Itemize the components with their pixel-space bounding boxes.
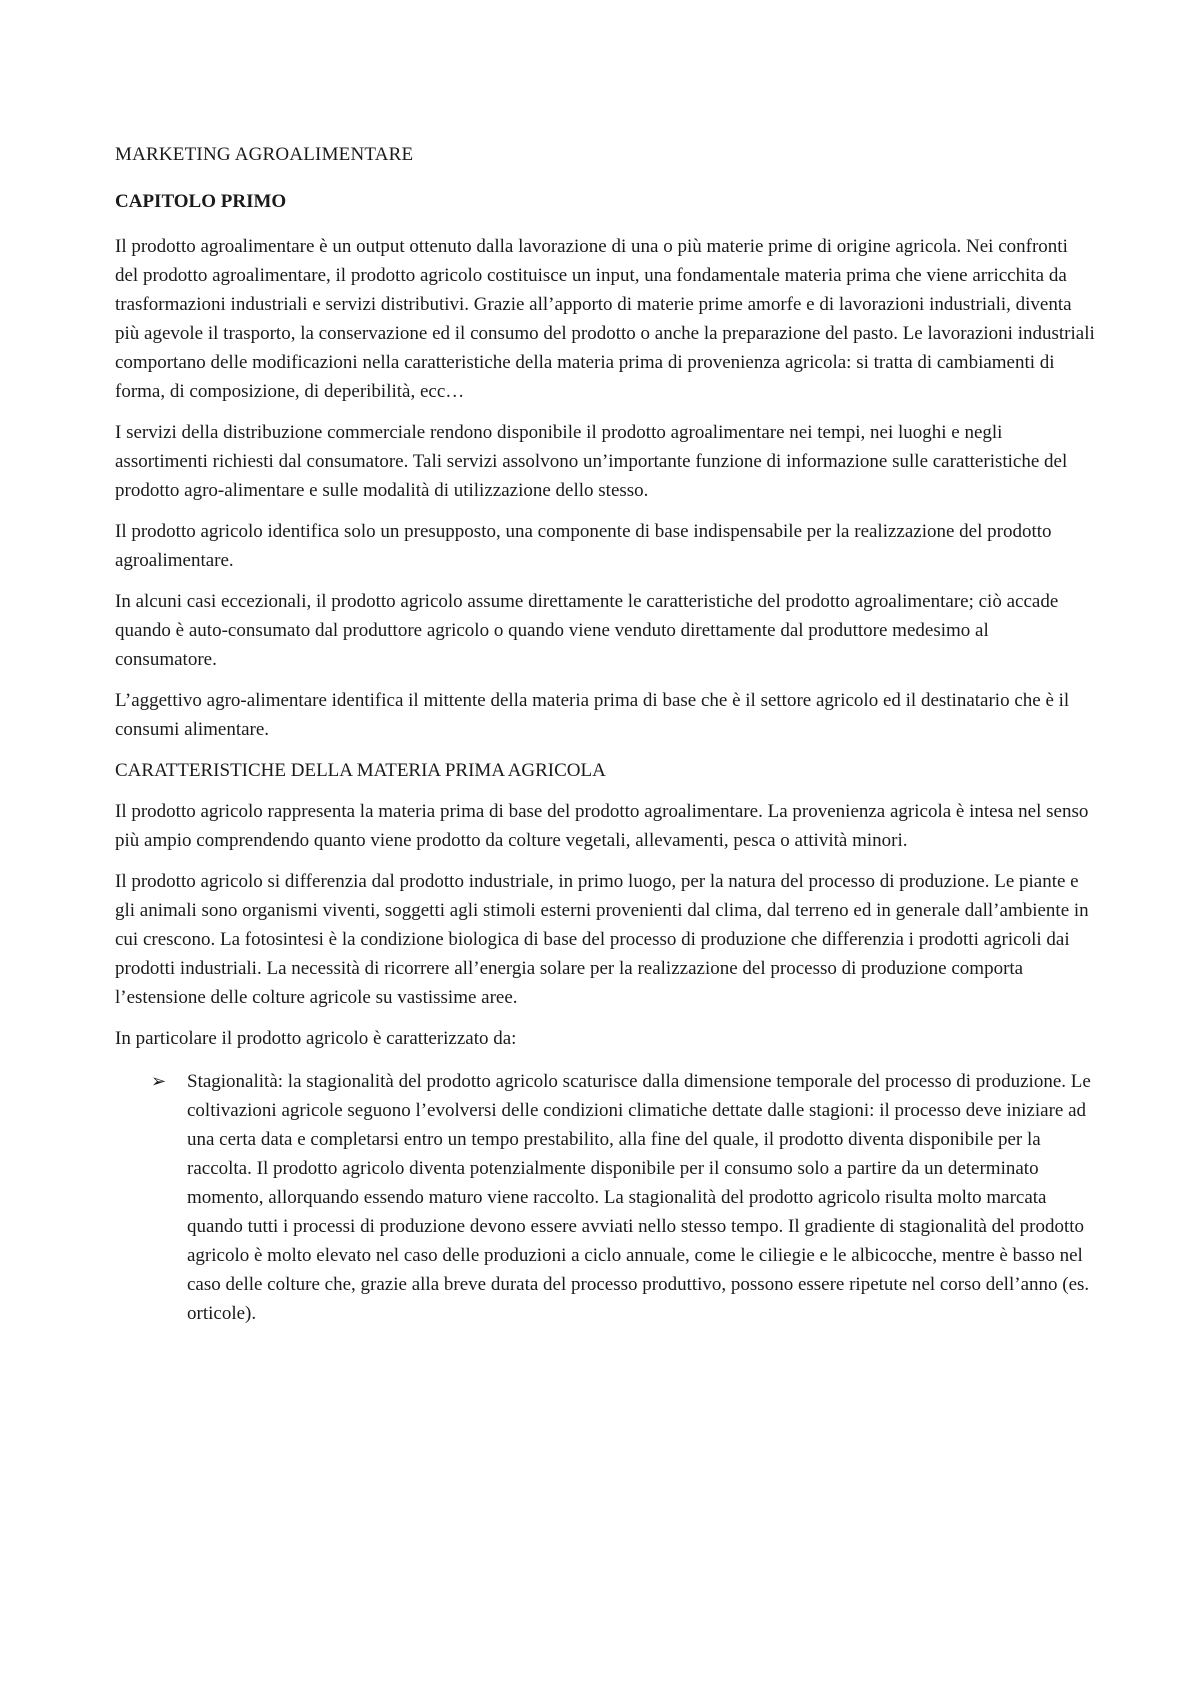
chapter-title: CAPITOLO PRIMO: [115, 191, 287, 212]
paragraph: Il prodotto agricolo identifica solo un presupposto, una componente di base indispensabile per la realizzazione del prodotto agroalimentare.: [115, 521, 1052, 571]
paragraph: In alcuni casi eccezionali, il prodotto agricolo assume direttamente le caratteristiche del prodotto agroalimentare; ciò accade quando è auto-consumato dal produttore agricolo o quando viene venduto direttamente dal produttore medesimo al consumatore.: [115, 591, 1059, 670]
paragraph: L’aggettivo agro-alimentare identifica il mittente della materia prima di base che è il settore agricolo ed il destinatario che è il consumi alimentare.: [115, 690, 1070, 740]
document-title: MARKETING AGROALIMENTARE: [115, 144, 414, 165]
section-title: CARATTERISTICHE DELLA MATERIA PRIMA AGRICOLA: [115, 760, 606, 781]
paragraph: I servizi della distribuzione commerciale rendono disponibile il prodotto agroalimentare nei tempi, nei luoghi e negli assortimenti richiesti dal consumatore. Tali servizi assolvono un’importante funzione di informazione sulle caratteristiche del prodotto agro-alimentare e sulle modalità di utilizzazione dello stesso.: [115, 422, 1068, 501]
paragraph: In particolare il prodotto agricolo è caratterizzato da:: [115, 1028, 517, 1049]
paragraph: Il prodotto agroalimentare è un output ottenuto dalla lavorazione di una o più materie prime di origine agricola. Nei confronti del prodotto agroalimentare, il prodotto agricolo costituisce un input, una fondamentale materia prima che viene arricchita da trasformazioni industriali e servizi distributivi. Grazie all’apporto di materie prime amorfe e di lavorazioni industriali, diventa più agevole il trasporto, la conservazione ed il consumo del prodotto o anche la preparazione del pasto. Le lavorazioni industriali comportano delle modificazioni nella caratteristiche della materia prima di provenienza agricola: si tratta di cambiamenti di forma, di composizione, di deperibilità, ecc…: [115, 236, 1095, 402]
paragraph: Il prodotto agricolo si differenzia dal prodotto industriale, in primo luogo, per la natura del processo di produzione. Le piante e gli animali sono organismi viventi, soggetti agli stimoli esterni provenienti dal clima, dal terreno ed in generale dall’ambiente in cui crescono. La fotosintesi è la condizione biologica di base del processo di produzione che differenzia i prodotti agricoli dai prodotti industriali. La necessità di ricorrere all’energia solare per la realizzazione del processo di produzione comporta l’estensione delle colture agricole su vastissime aree.: [115, 871, 1089, 1008]
list-item: [151, 1067, 1095, 1328]
arrowhead-bullet-icon: ➢: [151, 1071, 167, 1092]
paragraph: Il prodotto agricolo rappresenta la materia prima di base del prodotto agroalimentare. La provenienza agricola è intesa nel senso più ampio comprendendo quanto viene prodotto da colture vegetali, allevamenti, pesca o attività minori.: [115, 801, 1089, 851]
list-item-text: Stagionalità: la stagionalità del prodotto agricolo scaturisce dalla dimensione temporale del processo di produzione. Le coltivazioni agricole seguono l’evolversi delle condizioni climatiche dettate dalle stagioni: il processo deve iniziare ad una certa data e completarsi entro un tempo prestabilito, alla fine del quale, il prodotto diventa disponibile per la raccolta. Il prodotto agricolo diventa potenzialmente disponibile per il consumo solo a partire da un determinato momento, allorquando essendo maturo viene raccolto. La stagionalità del prodotto agricolo risulta molto marcata quando tutti i processi di produzione devono essere avviati nello stesso tempo. Il gradiente di stagionalità del prodotto agricolo è molto elevato nel caso delle produzioni a ciclo annuale, come le ciliegie e le albicocche, mentre è basso nel caso delle colture che, grazie alla breve durata del processo produttivo, possono essere ripetute nel corso dell’anno (es. orticole).: [187, 1071, 1091, 1324]
document-page: [115, 140, 1095, 1328]
bullet-list: [115, 1067, 1095, 1328]
